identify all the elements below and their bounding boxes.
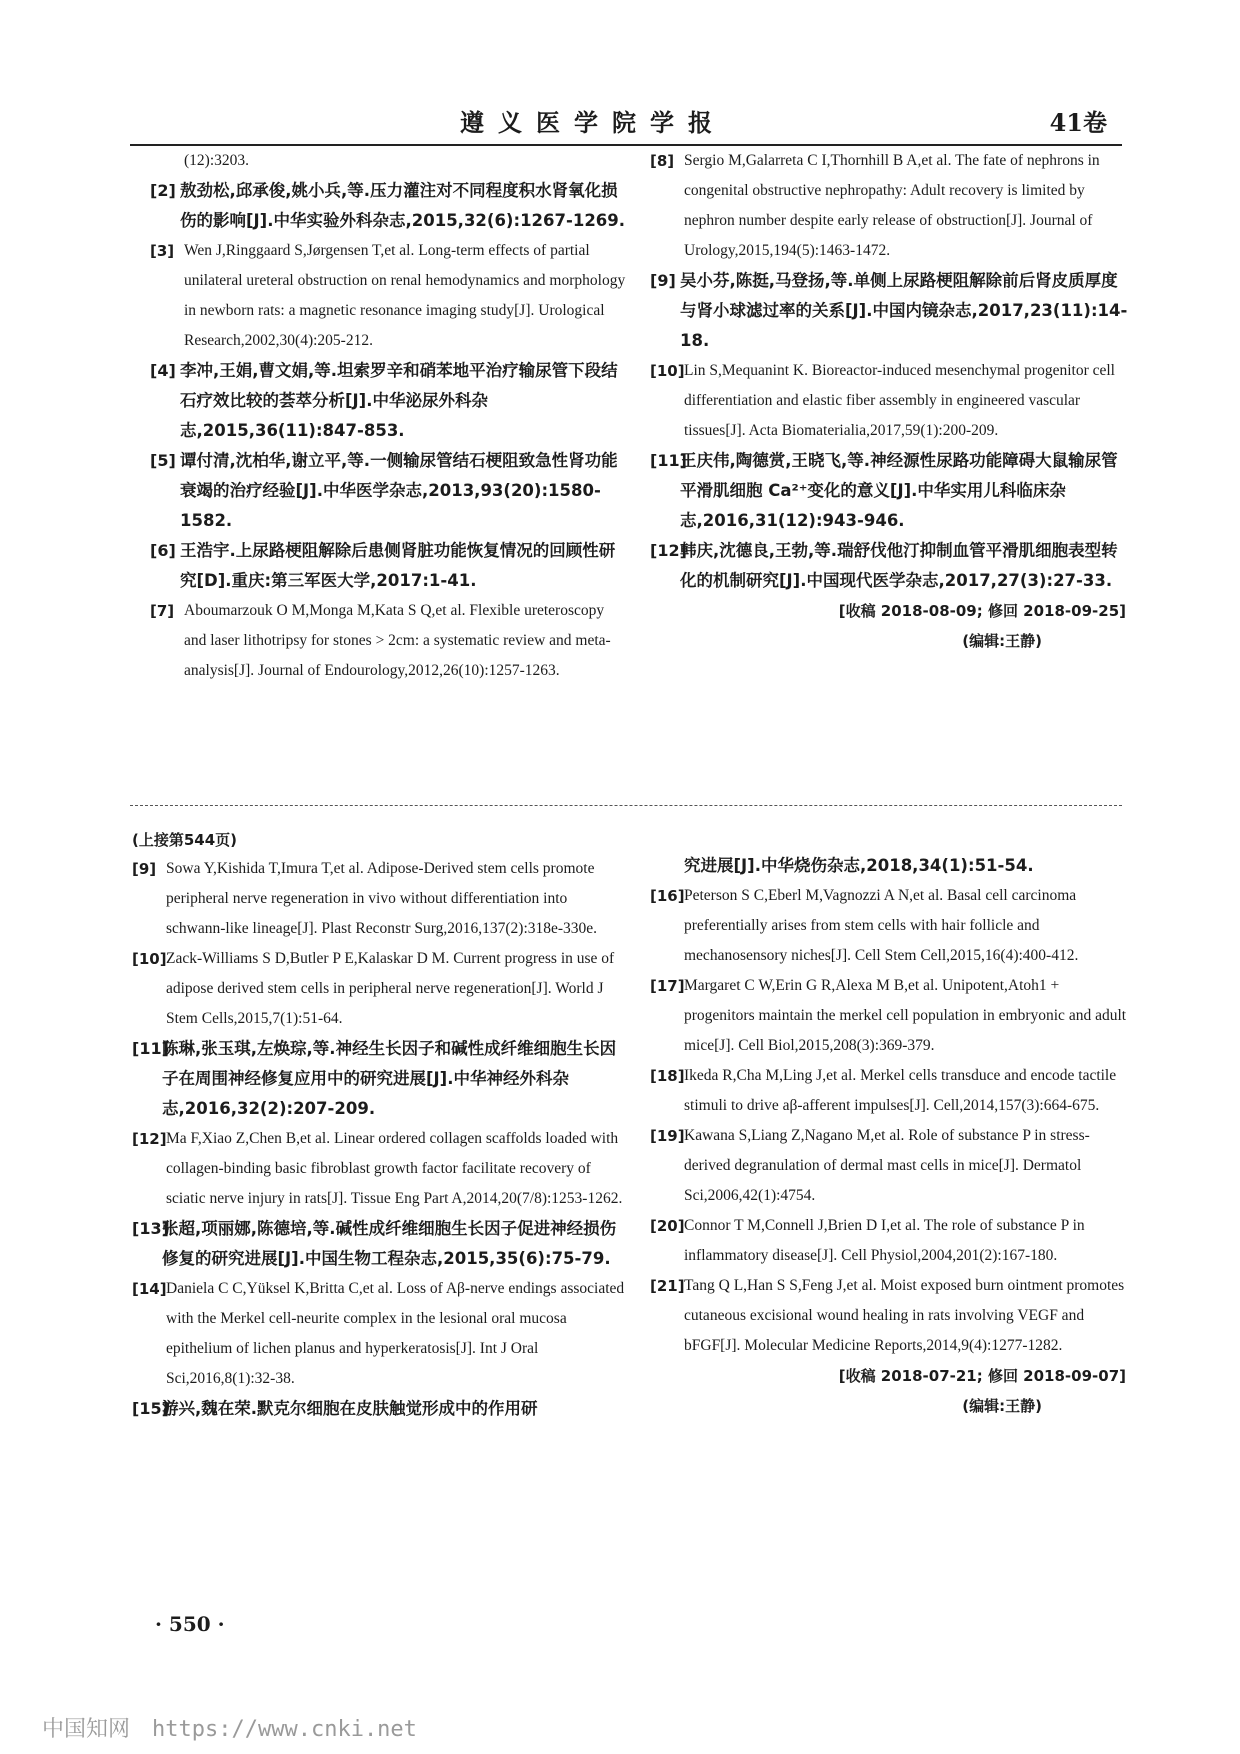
reference-text: 究进展[J].中华烧伤杂志,2018,34(1):51-54. <box>684 856 1034 875</box>
reference-number: [9] <box>132 860 157 878</box>
reference-number: [11] <box>650 451 687 470</box>
received-date-2: [收稿 2018-07-21; 修回 2018-09-07] <box>838 1367 1126 1385</box>
reference-number: [10] <box>650 362 685 380</box>
reference-number: [4] <box>150 361 176 380</box>
reference-item <box>650 1211 1130 1271</box>
reference-number: [16] <box>650 887 685 905</box>
reference-item <box>150 536 630 596</box>
reference-item <box>650 1271 1130 1361</box>
references-bottom-right-list <box>650 851 1130 1361</box>
reference-text: 王浩宇.上尿路梗阻解除后患侧肾脏功能恢复情况的回顾性研究[D].重庆:第三军医大学,2017:1-41. <box>180 541 616 590</box>
section-separator <box>130 805 1122 806</box>
editor-note: (编辑:王静) <box>962 632 1042 650</box>
reference-item <box>150 446 630 536</box>
watermark-site: 中国知网 <box>42 1717 131 1742</box>
reference-item <box>650 881 1130 971</box>
reference-item <box>132 944 630 1034</box>
reference-item <box>650 1121 1130 1211</box>
references-bottom-left-list <box>132 854 630 1424</box>
reference-item <box>132 1214 630 1274</box>
reference-text: Aboumarzouk O M,Monga M,Kata S Q,et al. Flexible ureteroscopy and laser lithotripsy for stones > 2cm: a systematic review and meta-analysis[J]. Journal of Endourology,2012,26(10):1257-1263. <box>184 602 611 679</box>
reference-text: Zack-Williams S D,Butler P E,Kalaskar D M. Current progress in use of adipose derived stem cells in peripheral nerve regeneration[J]. World J Stem Cells,2015,7(1):51-64. <box>166 950 615 1027</box>
reference-number: [14] <box>132 1280 167 1298</box>
reference-text: 敖劲松,邱承俊,姚小兵,等.压力灌注对不同程度积水肾氧化损伤的影响[J].中华实验外科杂志,2015,32(6):1267-1269. <box>180 181 626 230</box>
reference-item <box>132 854 630 944</box>
reference-text: 游兴,魏在荣.默克尔细胞在皮肤触觉形成中的作用研 <box>162 1399 538 1418</box>
reference-number: [15] <box>132 1399 169 1418</box>
reference-number: [12] <box>132 1130 167 1148</box>
reference-item <box>150 596 630 686</box>
reference-item <box>650 536 1130 596</box>
reference-number: [8] <box>650 152 675 170</box>
reference-item <box>132 1274 630 1394</box>
received-date: [收稿 2018-08-09; 修回 2018-09-25] <box>838 602 1126 620</box>
reference-number: [9] <box>650 271 676 290</box>
watermark-url[interactable]: https://www.cnki.net <box>152 1717 417 1742</box>
reference-text: 谭付清,沈柏华,谢立平,等.一侧输尿管结石梗阻致急性肾功能衰竭的治疗经验[J].中华医学杂志,2013,93(20):1580-1582. <box>180 451 618 530</box>
references-top-right <box>650 146 1130 656</box>
reference-text: Kawana S,Liang Z,Nagano M,et al. Role of substance P in stress-derived degranulation of dermal mast cells in mice[J]. Dermatol Sci,2006,42(1):4754. <box>684 1127 1090 1204</box>
volume-label: 41卷 <box>1049 108 1107 137</box>
reference-number: [3] <box>150 242 175 260</box>
reference-item <box>650 851 1130 881</box>
reference-item <box>650 266 1130 356</box>
reference-item <box>650 1061 1130 1121</box>
reference-item <box>150 236 630 356</box>
reference-text: Ikeda R,Cha M,Ling J,et al. Merkel cells transduce and encode tactile stimuli to drive aβ-afferent impulses[J]. Cell,2014,157(3):664-675. <box>684 1067 1117 1114</box>
reference-text: Wen J,Ringgaard S,Jørgensen T,et al. Long-term effects of partial unilateral ureteral obstruction on renal hemodynamics and morphology in newborn rats: a magnetic resonance imaging study[J]. Urological Research,2002,30(4):205-212. <box>184 242 626 349</box>
reference-number: [20] <box>650 1217 685 1235</box>
reference-text: 张超,项丽娜,陈德培,等.碱性成纤维细胞生长因子促进神经损伤修复的研究进展[J].中国生物工程杂志,2015,35(6):75-79. <box>162 1219 617 1268</box>
reference-item <box>650 446 1130 536</box>
reference-item <box>132 1394 630 1424</box>
reference-item <box>132 1124 630 1214</box>
reference-number: [12] <box>650 541 687 560</box>
references-bottom-right <box>650 851 1130 1421</box>
continued-note: (上接第544页) <box>132 831 238 849</box>
references-top-left <box>150 146 630 686</box>
reference-text: Daniela C C,Yüksel K,Britta C,et al. Loss of Aβ-nerve endings associated with the Merkel cell-neurite complex in the lesional oral mucosa epithelium of lichen planus and hyperkeratosis[J]. Int J Oral Sci,2016,8(1):32-38. <box>166 1280 625 1387</box>
reference-text: 李冲,王娟,曹文娟,等.坦索罗辛和硝苯地平治疗输尿管下段结石疗效比较的荟萃分析[J].中华泌尿外科杂志,2015,36(11):847-853. <box>180 361 618 440</box>
reference-text: Lin S,Mequanint K. Bioreactor-induced mesenchymal progenitor cell differentiation and elastic fiber assembly in engineered vascular tissues[J]. Acta Biomaterialia,2017,59(1):200-209. <box>684 362 1115 439</box>
reference-text: Ma F,Xiao Z,Chen B,et al. Linear ordered collagen scaffolds loaded with collagen-binding basic fibroblast growth factor facilitate recovery of sciatic nerve injury in rats[J]. Tissue Eng Part A,2014,20(7/8):1253-1262. <box>166 1130 623 1207</box>
reference-item <box>650 146 1130 266</box>
reference-item <box>150 146 630 176</box>
reference-item <box>150 176 630 236</box>
reference-text: Peterson S C,Eberl M,Vagnozzi A N,et al. Basal cell carcinoma preferentially arises from stem cells with hair follicle and mechanosensory niches[J]. Cell Stem Cell,2015,16(4):400-412. <box>684 887 1079 964</box>
reference-text: Tang Q L,Han S S,Feng J,et al. Moist exposed burn ointment promotes cutaneous excisional wound healing in rats involving VEGF and bFGF[J]. Molecular Medicine Reports,2014,9(4):1277-1282. <box>684 1277 1125 1354</box>
reference-number: [18] <box>650 1067 685 1085</box>
reference-number: [6] <box>150 541 176 560</box>
reference-text: Connor T M,Connell J,Brien D I,et al. The role of substance P in inflammatory disease[J]. Cell Physiol,2004,201(2):167-180. <box>684 1217 1085 1264</box>
reference-number: [11] <box>132 1039 169 1058</box>
reference-text: 陈琳,张玉琪,左焕琮,等.神经生长因子和碱性成纤维细胞生长因子在周围神经修复应用中的研究进展[J].中华神经外科杂志,2016,32(2):207-209. <box>162 1039 617 1118</box>
reference-number: [2] <box>150 181 176 200</box>
reference-number: [5] <box>150 451 176 470</box>
reference-text: Margaret C W,Erin G R,Alexa M B,et al. Unipotent,Atoh1 + progenitors maintain the merkel cell population in embryonic and adult mice[J]. Cell Biol,2015,208(3):369-379. <box>684 977 1127 1054</box>
reference-text: (12):3203. <box>184 152 250 169</box>
reference-number: [17] <box>650 977 685 995</box>
reference-text: 韩庆,沈德良,王勃,等.瑞舒伐他汀抑制血管平滑肌细胞表型转化的机制研究[J].中国现代医学杂志,2017,27(3):27-33. <box>680 541 1118 590</box>
reference-item <box>150 356 630 446</box>
reference-number: [21] <box>650 1277 685 1295</box>
reference-item <box>650 356 1130 446</box>
reference-text: Sowa Y,Kishida T,Imura T,et al. Adipose-Derived stem cells promote peripheral nerve regeneration in vivo without differentiation into schwann-like lineage[J]. Plast Reconstr Surg,2016,137(2):318e-330e. <box>166 860 598 937</box>
page-number: · 550 · <box>155 1612 225 1636</box>
reference-text: 王庆伟,陶德赏,王晓飞,等.神经源性尿路功能障碍大鼠输尿管平滑肌细胞 Ca²⁺变化的意义[J].中华实用儿科临床杂志,2016,31(12):943-946. <box>680 451 1118 530</box>
reference-number: [7] <box>150 602 175 620</box>
cnki-watermark <box>42 1712 417 1743</box>
reference-number: [10] <box>132 950 167 968</box>
reference-item <box>650 971 1130 1061</box>
reference-item <box>132 1034 630 1124</box>
reference-number: [19] <box>650 1127 685 1145</box>
references-top-right-list <box>650 146 1130 596</box>
reference-number: [13] <box>132 1219 169 1238</box>
editor-note-2: (编辑:王静) <box>962 1397 1042 1415</box>
reference-text: 吴小芬,陈挺,马登扬,等.单侧上尿路梗阻解除前后肾皮质厚度与肾小球滤过率的关系[J].中国内镜杂志,2017,23(11):14-18. <box>680 271 1128 350</box>
references-bottom-left <box>132 826 630 1424</box>
journal-title: 遵义医学院学报 <box>460 108 726 137</box>
reference-text: Sergio M,Galarreta C I,Thornhill B A,et al. The fate of nephrons in congenital obstructive nephropathy: Adult recovery is limited by nephron number despite early release of obstruction[J]. Journal of Urology,2015,194(5):1463-1472. <box>684 152 1100 259</box>
